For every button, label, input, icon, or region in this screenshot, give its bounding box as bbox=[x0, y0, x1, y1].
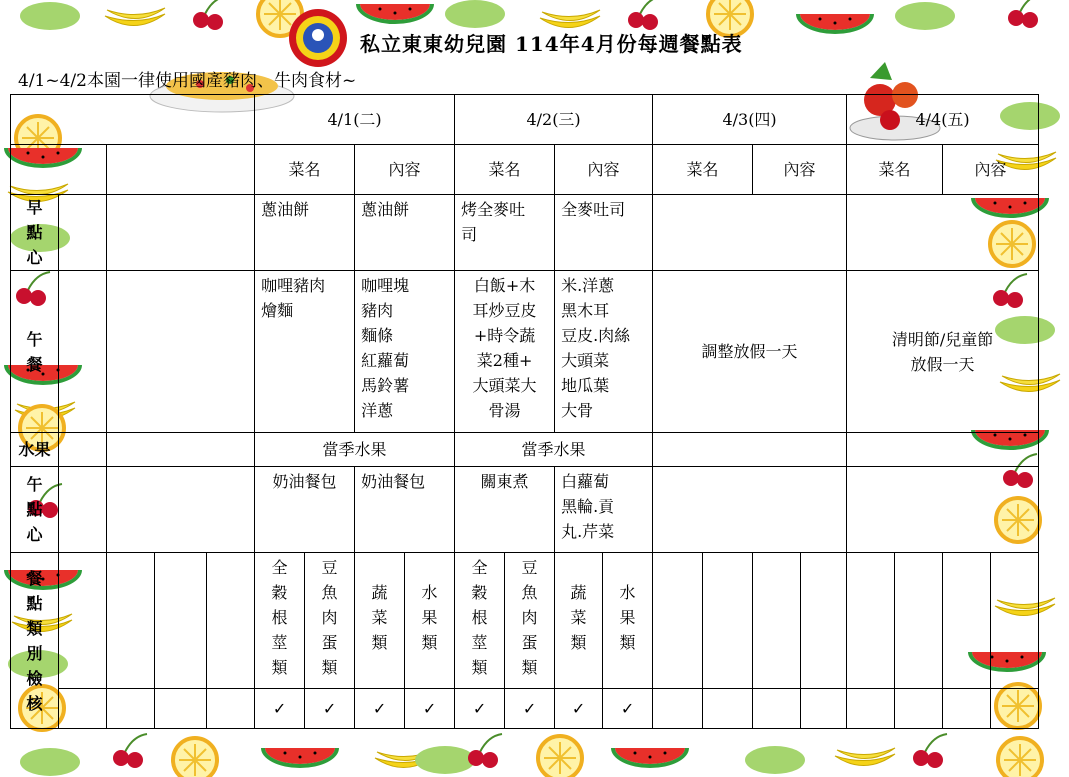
breakfast-dish: 蔥油餅 bbox=[255, 195, 355, 271]
check-mark: ✓ bbox=[603, 689, 653, 729]
food-category: 水 果 類 bbox=[405, 553, 455, 689]
holiday-note: 調整放假一天 bbox=[653, 271, 847, 433]
row-label-snack: 午 點 心 bbox=[11, 467, 59, 553]
category-row bbox=[11, 553, 1039, 689]
check-mark: ✓ bbox=[505, 689, 555, 729]
day-header-row bbox=[11, 95, 1039, 145]
lunch-content: 米.洋蔥 黑木耳 豆皮.肉絲 大頭菜 地瓜葉 大骨 bbox=[555, 271, 653, 433]
check-mark: ✓ bbox=[555, 689, 603, 729]
food-category: 蔬 菜 類 bbox=[355, 553, 405, 689]
dish-header: 菜名 bbox=[653, 145, 753, 195]
dish-header: 菜名 bbox=[255, 145, 355, 195]
day-header: 4/1(二) bbox=[255, 95, 455, 145]
lunch-row bbox=[11, 271, 1039, 433]
row-label-fruit: 水果 bbox=[11, 433, 59, 467]
sourcing-note: 4/1~4/2本園一律使用國產豬肉、牛肉食材~ bbox=[18, 71, 357, 91]
holiday-note: 清明節/兒童節 放假一天 bbox=[847, 271, 1039, 433]
lunch-dish: 白飯+木 耳炒豆皮 +時令蔬 菜2種+ 大頭菜大 骨湯 bbox=[455, 271, 555, 433]
check-row bbox=[11, 689, 1039, 729]
content-header: 內容 bbox=[753, 145, 847, 195]
row-label-lunch: 午 餐 bbox=[11, 271, 59, 433]
food-category: 全 穀 根 莖 類 bbox=[255, 553, 305, 689]
food-category: 蔬 菜 類 bbox=[555, 553, 603, 689]
row-label-category: 餐 點 類 別 檢 核 bbox=[11, 553, 59, 729]
food-category: 全 穀 根 莖 類 bbox=[455, 553, 505, 689]
breakfast-row bbox=[11, 195, 1039, 271]
check-mark: ✓ bbox=[455, 689, 505, 729]
content-header: 內容 bbox=[355, 145, 455, 195]
check-mark: ✓ bbox=[255, 689, 305, 729]
snack-dish: 奶油餐包 bbox=[255, 467, 355, 553]
school-emblem-icon bbox=[288, 8, 348, 68]
lunch-dish: 咖哩豬肉 燴麵 bbox=[255, 271, 355, 433]
content-header: 內容 bbox=[943, 145, 1039, 195]
fruit-item: 當季水果 bbox=[455, 433, 653, 467]
weekly-menu-table bbox=[10, 94, 1039, 729]
day-header: 4/3(四) bbox=[653, 95, 847, 145]
day-header: 4/2(三) bbox=[455, 95, 653, 145]
page-title: 私立東東幼兒園 114年4月份每週餐點表 bbox=[360, 32, 743, 56]
dish-header: 菜名 bbox=[847, 145, 943, 195]
content-header: 內容 bbox=[555, 145, 653, 195]
breakfast-content: 全麥吐司 bbox=[555, 195, 653, 271]
snack-row bbox=[11, 467, 1039, 553]
check-mark: ✓ bbox=[405, 689, 455, 729]
day-header: 4/4(五) bbox=[847, 95, 1039, 145]
snack-dish: 關東煮 bbox=[455, 467, 555, 553]
lunch-content: 咖哩塊 豬肉 麵條 紅蘿蔔 馬鈴薯 洋蔥 bbox=[355, 271, 455, 433]
fruit-item: 當季水果 bbox=[255, 433, 455, 467]
snack-content: 奶油餐包 bbox=[355, 467, 455, 553]
breakfast-dish: 烤全麥吐 司 bbox=[455, 195, 555, 271]
fruit-row bbox=[11, 433, 1039, 467]
dish-header: 菜名 bbox=[455, 145, 555, 195]
column-label-row bbox=[11, 145, 1039, 195]
food-category: 豆 魚 肉 蛋 類 bbox=[505, 553, 555, 689]
snack-content: 白蘿蔔 黑輪.貢 丸.芹菜 bbox=[555, 467, 653, 553]
food-category: 水 果 類 bbox=[603, 553, 653, 689]
food-category: 豆 魚 肉 蛋 類 bbox=[305, 553, 355, 689]
breakfast-content: 蔥油餅 bbox=[355, 195, 455, 271]
check-mark: ✓ bbox=[355, 689, 405, 729]
row-label-breakfast: 早 點 心 bbox=[11, 195, 59, 271]
check-mark: ✓ bbox=[305, 689, 355, 729]
